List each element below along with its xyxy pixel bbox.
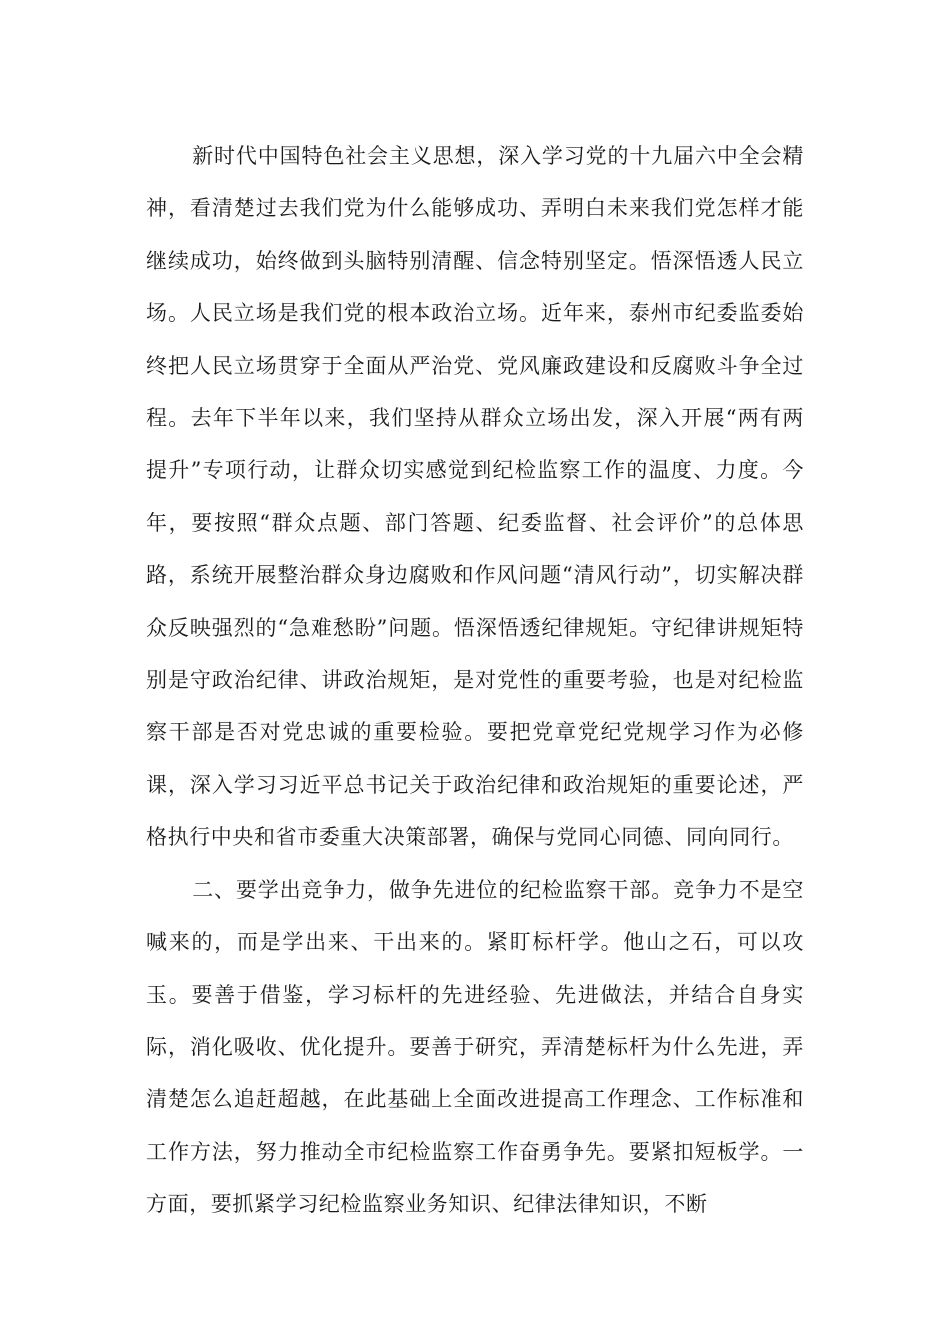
document-body [146,130,804,1231]
paragraph-1: 新时代中国特色社会主义思想，深入学习党的十九届六中全会精神，看清楚过去我们党为什么能够成功、弄明白未来我们党怎样才能继续成功，始终做到头脑特别清醒、信念特别坚定。悟深悟透人民立场。人民立场是我们党的根本政治立场。近年来，泰州市纪委监委始终把人民立场贯穿于全面从严治党、党风廉政建设和反腐败斗争全过程。去年下半年以来，我们坚持从群众立场出发，深入开展“两有两提升”专项行动，让群众切实感觉到纪检监察工作的温度、力度。今年，要按照“群众点题、部门答题、纪委监督、社会评价”的总体思路，系统开展整治群众身边腐败和作风问题“清风行动”，切实解决群众反映强烈的“急难愁盼”问题。悟深悟透纪律规矩。守纪律讲规矩特别是守政治纪律、讲政治规矩，是对党性的重要考验，也是对纪检监察干部是否对党忠诚的重要检验。要把党章党纪党规学习作为必修课，深入学习习近平总书记关于政治纪律和政治规矩的重要论述，严格执行中央和省市委重大决策部署，确保与党同心同德、同向同行。 [146,144,804,850]
paragraph-2: 二、要学出竞争力，做争先进位的纪检监察干部。竞争力不是空喊来的，而是学出来、干出来的。紧盯标杆学。他山之石，可以攻玉。要善于借鉴，学习标杆的先进经验、先进做法，并结合自身实际，消化吸收、优化提升。要善于研究，弄清楚标杆为什么先进，弄清楚怎么追赶超越，在此基础上全面改进提高工作理念、工作标准和工作方法，努力推动全市纪检监察工作奋勇争先。要紧扣短板学。一方面，要抓紧学习纪检监察业务知识、纪律法律知识，不断 [146,877,804,1217]
